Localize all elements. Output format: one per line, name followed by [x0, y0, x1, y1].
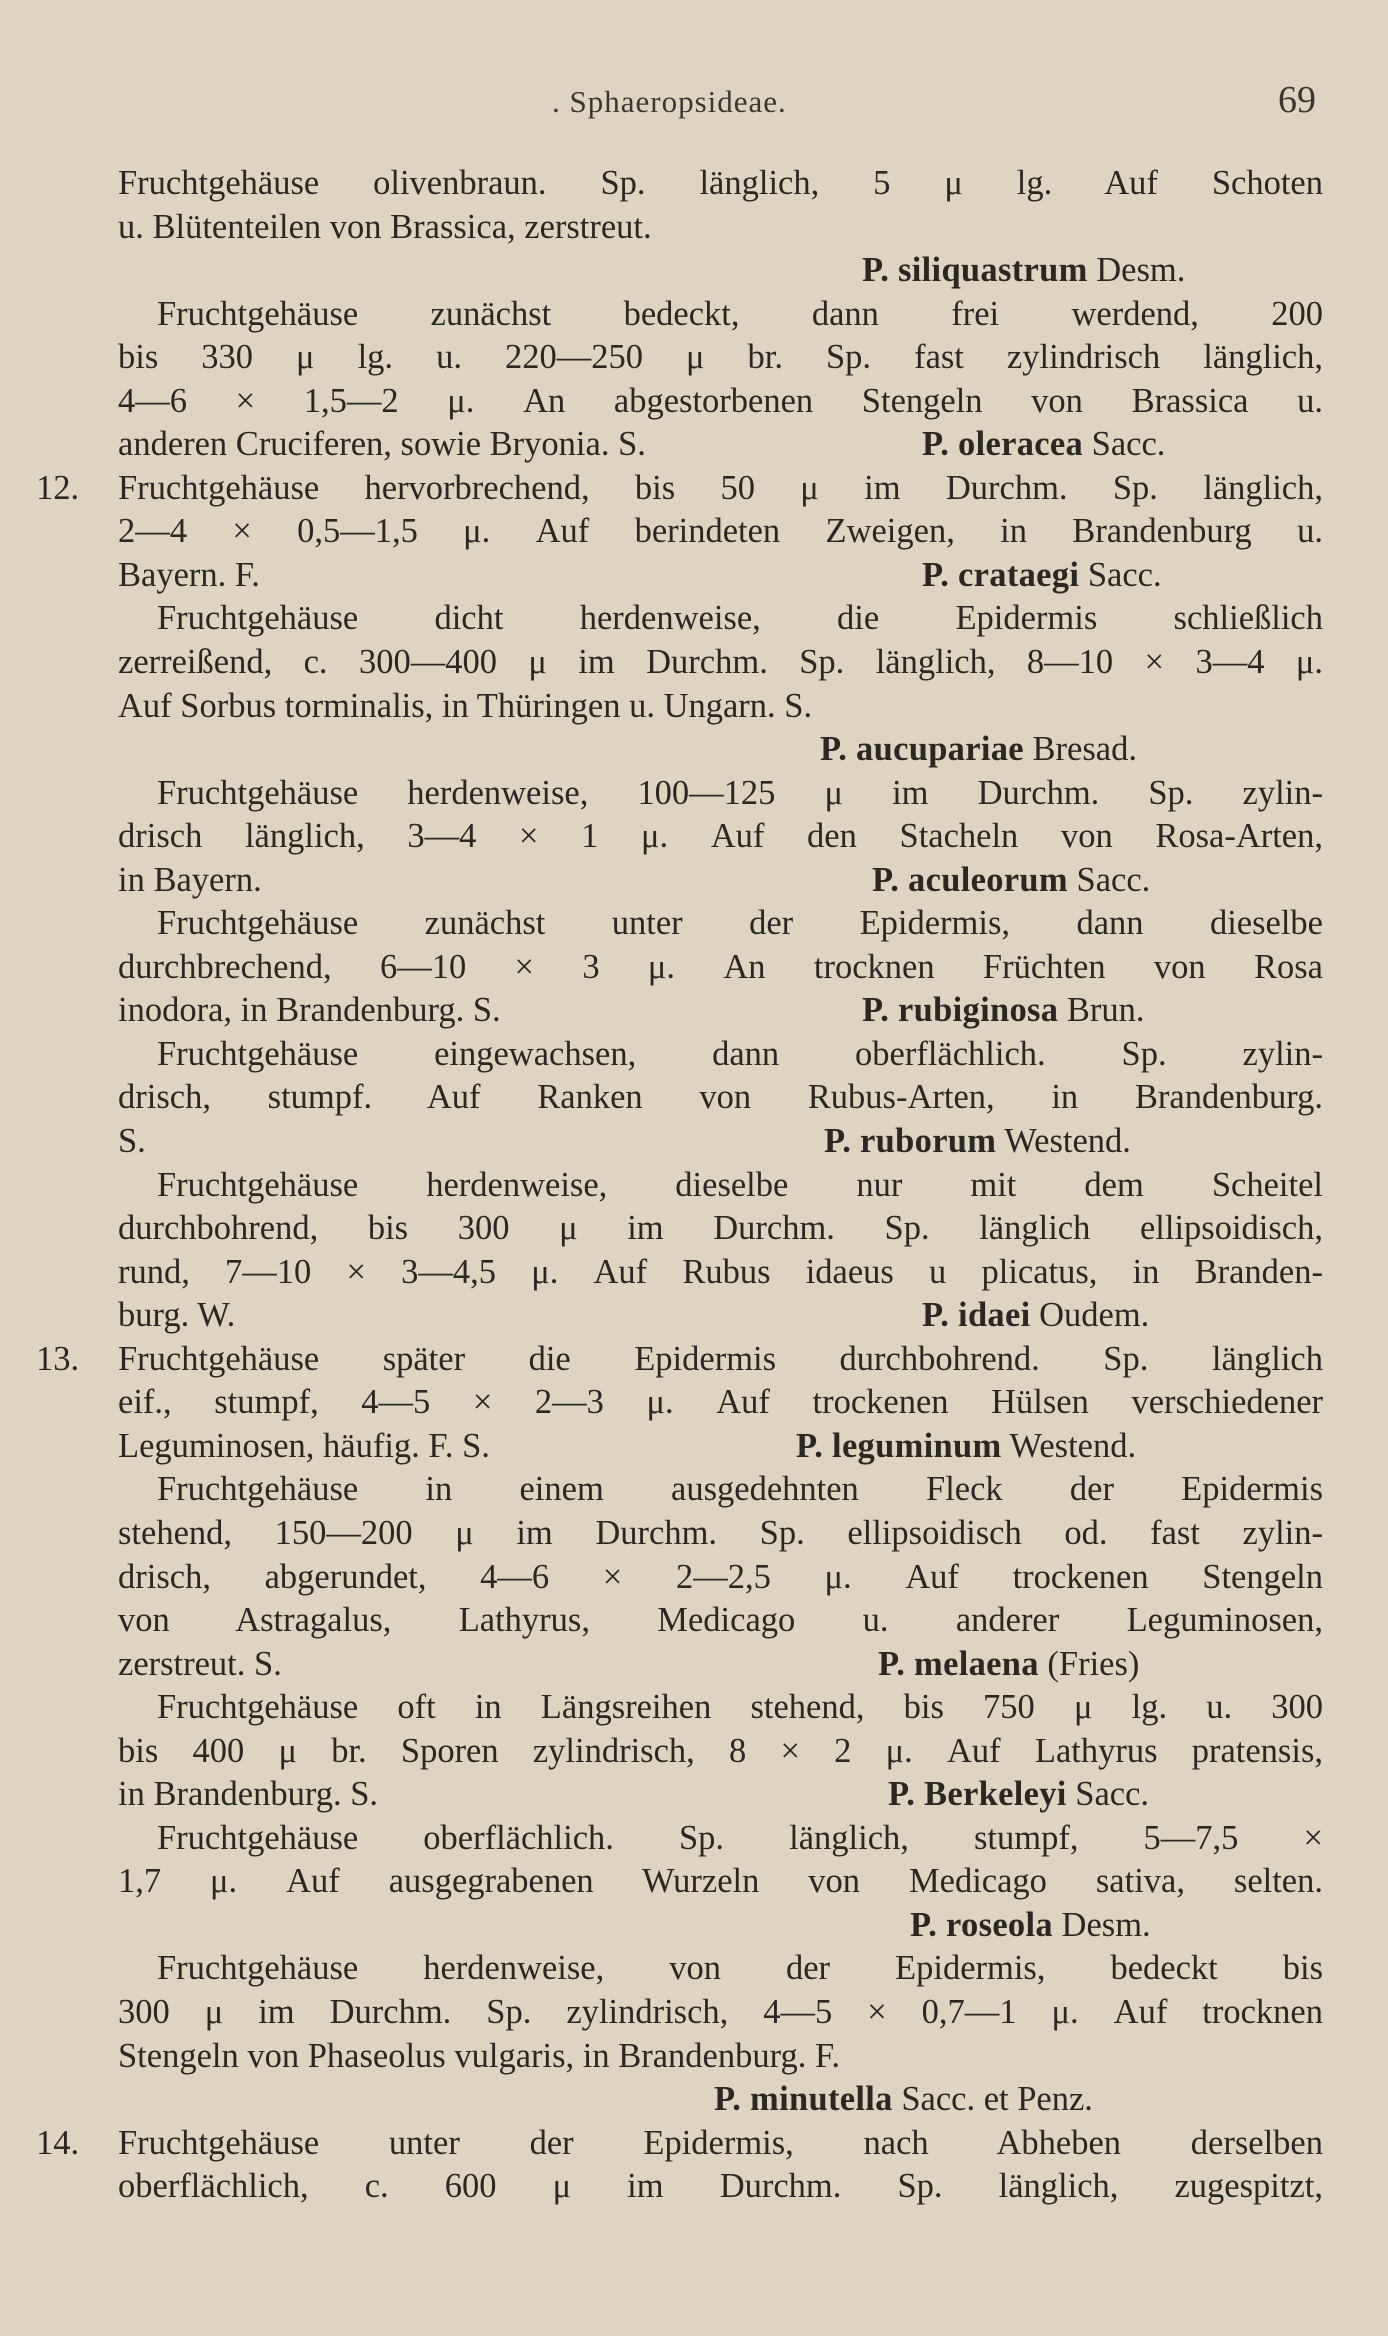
line-text: drisch länglich, 3—4 × 1 μ. Auf den Stacheln von Rosa-Arten, [118, 817, 1323, 856]
text-line [0, 1251, 1388, 1295]
line-text: drisch, abgerundet, 4—6 × 2—2,5 μ. Auf trockenen Stengeln [118, 1557, 1323, 1596]
text-line [0, 1338, 1388, 1382]
line-text: bis 330 μ lg. u. 220—250 μ br. Sp. fast zylindrisch länglich, [118, 338, 1323, 377]
text-line [0, 1120, 1388, 1164]
text-line [0, 554, 1388, 598]
line-text: oberflächlich, c. 600 μ im Durchm. Sp. länglich, zugespitzt, [118, 2167, 1323, 2206]
text-line [0, 1991, 1388, 2035]
text-line [0, 685, 1388, 729]
line-text: von Astragalus, Lathyrus, Medicago u. anderer Leguminosen, [118, 1601, 1323, 1640]
line-text: Fruchtgehäuse herdenweise, dieselbe nur mit dem Scheitel [157, 1165, 1323, 1204]
species-binomial: P. rubiginosa [862, 991, 1059, 1030]
line-text: u. Blütenteilen von Brassica, zerstreut. [118, 207, 652, 246]
species-binomial: P. melaena [878, 1644, 1039, 1683]
line-text: inodora, in Brandenburg. S. [118, 991, 501, 1030]
text-line [0, 249, 1388, 293]
species-name [910, 1904, 1151, 1948]
text-line [0, 1860, 1388, 1904]
text-line [0, 1512, 1388, 1556]
species-binomial: P. oleracea [922, 425, 1084, 464]
species-author: Sacc. [1083, 425, 1166, 464]
text-line [0, 1164, 1388, 1208]
line-text: Fruchtgehäuse zunächst bedeckt, dann frei werdend, 200 [157, 294, 1323, 333]
species-name [796, 1425, 1136, 1469]
text-line [0, 1904, 1388, 1948]
species-author: Sacc. [1066, 1775, 1150, 1814]
text-line [0, 772, 1388, 816]
species-name [824, 1120, 1131, 1164]
line-text: zerstreut. S. [118, 1644, 282, 1683]
line-text: Fruchtgehäuse herdenweise, von der Epidermis, bedeckt bis [157, 1949, 1323, 1988]
text-line [0, 946, 1388, 990]
species-author: Westend. [996, 1122, 1131, 1161]
species-name [862, 249, 1185, 293]
species-author: Sacc. et Penz. [892, 2080, 1093, 2119]
line-text: Auf Sorbus torminalis, in Thüringen u. Ungarn. S. [118, 686, 813, 725]
text-line [0, 815, 1388, 859]
line-text: Fruchtgehäuse in einem ausgedehnten Fleck der Epidermis [157, 1470, 1323, 1509]
line-text: 1,7 μ. Auf ausgegrabenen Wurzeln von Medicago sativa, selten. [118, 1862, 1323, 1901]
line-text: Fruchtgehäuse später die Epidermis durchbohrend. Sp. länglich [118, 1339, 1323, 1378]
text-line [0, 1686, 1388, 1730]
page-header [0, 78, 1388, 128]
key-number: 14. [36, 2123, 80, 2162]
species-name [820, 728, 1137, 772]
line-text: Fruchtgehäuse herdenweise, 100—125 μ im Durchm. Sp. zylin- [157, 773, 1323, 812]
species-name [922, 423, 1165, 467]
species-binomial: P. idaei [922, 1296, 1031, 1335]
species-author: Oudem. [1030, 1296, 1150, 1335]
text-line [0, 2122, 1388, 2166]
line-text: Fruchtgehäuse hervorbrechend, bis 50 μ im Durchm. Sp. länglich, [118, 468, 1323, 507]
running-head: . Sphaeropsideae. [552, 84, 787, 119]
key-number: 12. [36, 468, 80, 507]
text-line [0, 1599, 1388, 1643]
line-text: Bayern. F. [118, 555, 260, 594]
line-text: Fruchtgehäuse olivenbraun. Sp. länglich, 5 μ lg. Auf Schoten [118, 164, 1323, 202]
text-line [0, 2165, 1388, 2209]
species-name [872, 859, 1150, 903]
text-line [0, 902, 1388, 946]
text-line [0, 423, 1388, 467]
text-line [0, 467, 1388, 511]
line-text: durchbohrend, bis 300 μ im Durchm. Sp. länglich ellipsoidisch, [118, 1209, 1323, 1248]
species-author: Bresad. [1023, 730, 1137, 769]
line-text: 300 μ im Durchm. Sp. zylindrisch, 4—5 × 0,7—1 μ. Auf trocknen [118, 1992, 1323, 2031]
line-text: eif., stumpf, 4—5 × 2—3 μ. Auf trockenen Hülsen verschiedener [118, 1383, 1323, 1422]
species-name [922, 1294, 1149, 1338]
line-text: Stengeln von Phaseolus vulgaris, in Brandenburg. F. [118, 2036, 841, 2075]
line-text: S. [118, 1122, 146, 1161]
species-author: (Fries) [1038, 1644, 1140, 1683]
line-text: 2—4 × 0,5—1,5 μ. Auf berindeten Zweigen, in Brandenburg u. [118, 512, 1323, 551]
line-text: durchbrechend, 6—10 × 3 μ. An trocknen Früchten von Rosa [118, 947, 1323, 986]
text-line [0, 1076, 1388, 1120]
species-author: Sacc. [1079, 555, 1162, 594]
text-line [0, 989, 1388, 1033]
species-author: Sacc. [1067, 860, 1151, 899]
line-text: bis 400 μ br. Sporen zylindrisch, 8 × 2 μ. Auf Lathyrus pratensis, [118, 1731, 1323, 1770]
line-text: zerreißend, c. 300—400 μ im Durchm. Sp. länglich, 8—10 × 3—4 μ. [118, 643, 1323, 682]
species-name [878, 1643, 1139, 1687]
species-name [714, 2078, 1093, 2122]
text-line [0, 1033, 1388, 1077]
line-text: anderen Cruciferen, sowie Bryonia. S. [118, 425, 646, 464]
text-line [0, 1425, 1388, 1469]
text-line [0, 1773, 1388, 1817]
text-line [0, 1730, 1388, 1774]
line-text: rund, 7—10 × 3—4,5 μ. Auf Rubus idaeus u plicatus, in Branden- [118, 1252, 1323, 1291]
line-text: Leguminosen, häufig. F. S. [118, 1426, 490, 1465]
species-binomial: P. Berkeleyi [888, 1775, 1067, 1814]
text-line [0, 1294, 1388, 1338]
key-number: 13. [36, 1339, 80, 1378]
line-text: burg. W. [118, 1296, 236, 1335]
species-name [922, 554, 1162, 598]
text-line [0, 336, 1388, 380]
line-text: Fruchtgehäuse zunächst unter der Epidermis, dann dieselbe [157, 904, 1323, 943]
text-line [0, 1556, 1388, 1600]
species-binomial: P. ruborum [824, 1122, 997, 1161]
line-text: Fruchtgehäuse oberflächlich. Sp. länglich, stumpf, 5—7,5 × [157, 1818, 1323, 1857]
species-name [888, 1773, 1149, 1817]
species-author: Brun. [1058, 991, 1145, 1030]
text-line [0, 597, 1388, 641]
species-binomial: P. siliquastrum [862, 251, 1088, 290]
text-line [0, 162, 1388, 206]
text-line [0, 206, 1388, 250]
text-line [0, 293, 1388, 337]
page-number: 69 [1278, 79, 1316, 121]
text-line [0, 1468, 1388, 1512]
text-line [0, 1947, 1388, 1991]
species-binomial: P. aucupariae [820, 730, 1024, 769]
line-text: Fruchtgehäuse oft in Längsreihen stehend, bis 750 μ lg. u. 300 [157, 1688, 1323, 1727]
line-text: Fruchtgehäuse eingewachsen, dann oberflächlich. Sp. zylin- [157, 1034, 1323, 1073]
text-line [0, 2078, 1388, 2122]
text-line [0, 2035, 1388, 2079]
text-line [0, 1207, 1388, 1251]
line-text: drisch, stumpf. Auf Ranken von Rubus-Arten, in Brandenburg. [118, 1078, 1323, 1117]
text-line [0, 1817, 1388, 1861]
species-name [862, 989, 1145, 1033]
line-text: stehend, 150—200 μ im Durchm. Sp. ellipsoidisch od. fast zylin- [118, 1513, 1323, 1552]
line-text: in Bayern. [118, 860, 262, 899]
text-line [0, 641, 1388, 685]
line-text: Fruchtgehäuse unter der Epidermis, nach Abheben derselben [118, 2123, 1323, 2162]
species-binomial: P. leguminum [796, 1426, 1002, 1465]
species-binomial: P. crataegi [922, 555, 1080, 594]
text-line [0, 1643, 1388, 1687]
line-text: Fruchtgehäuse dicht herdenweise, die Epidermis schließlich [157, 599, 1323, 638]
species-binomial: P. minutella [714, 2080, 893, 2119]
text-line [0, 859, 1388, 903]
text-line [0, 728, 1388, 772]
page-body [0, 162, 1388, 2209]
species-binomial: P. roseola [910, 1905, 1053, 1944]
line-text: 4—6 × 1,5—2 μ. An abgestorbenen Stengeln von Brassica u. [118, 381, 1323, 420]
species-author: Westend. [1001, 1426, 1137, 1465]
species-binomial: P. aculeorum [872, 860, 1068, 899]
text-line [0, 1381, 1388, 1425]
species-author: Desm. [1087, 251, 1186, 290]
text-line [0, 510, 1388, 554]
line-text: in Brandenburg. S. [118, 1775, 379, 1814]
text-line [0, 380, 1388, 424]
species-author: Desm. [1052, 1905, 1151, 1944]
